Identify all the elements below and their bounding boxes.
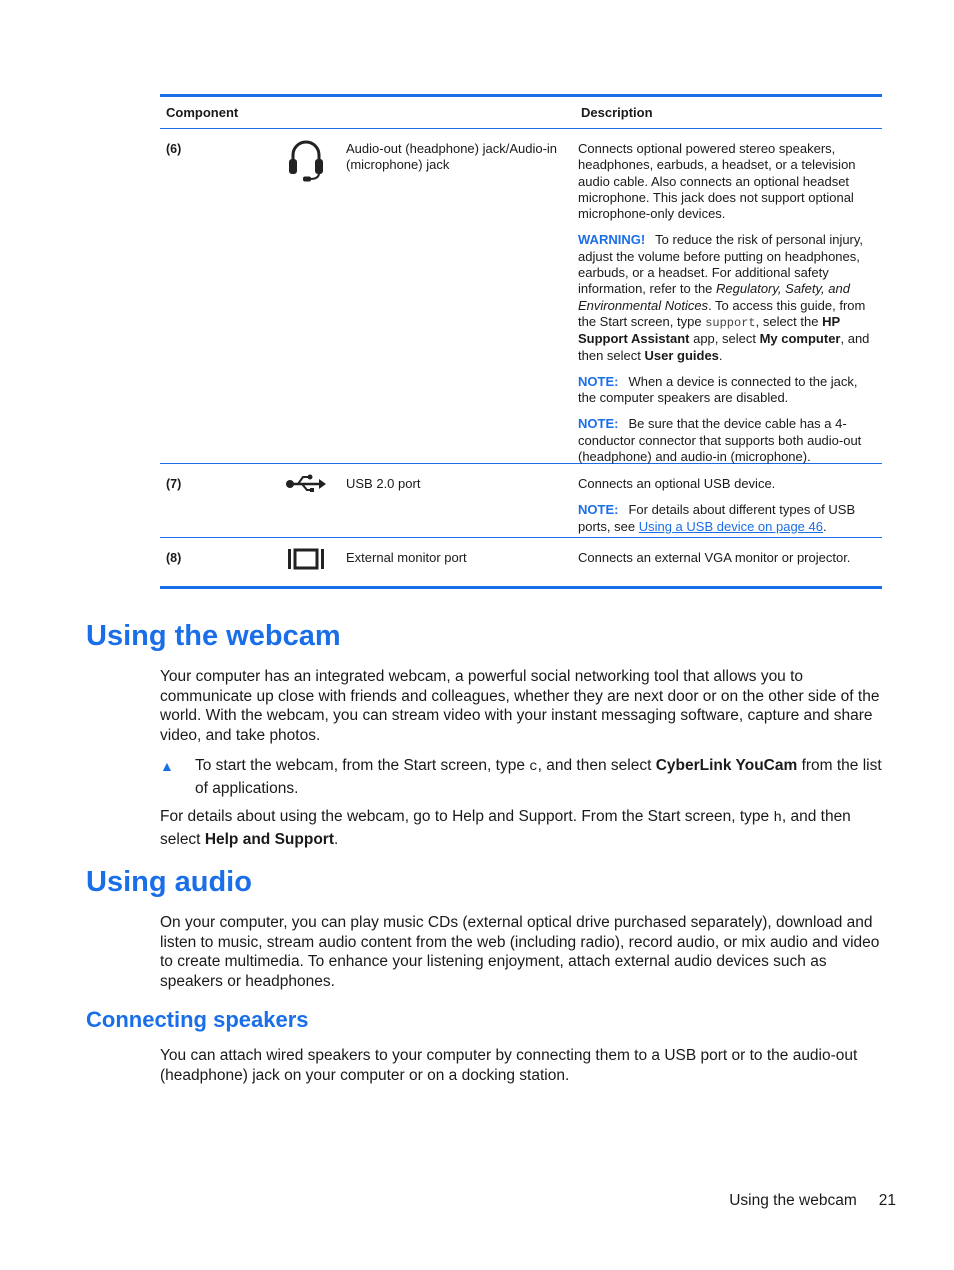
usb-icon [260,464,340,537]
description-text: Connects optional powered stereo speakers, headphones, earbuds, a headset, or a television audio cable. Also connects an optional headset microphone. This jack does not support optional microphone-only devices. [578,141,856,222]
component-description [569,464,882,537]
headphone-icon [260,129,340,463]
table-bottom-rule [160,586,882,589]
note-text: Be sure that the device cable has a 4-conductor connector that supports both audio-out (headphone) and audio-in (microphone). [578,416,862,465]
component-name: Audio-out (headphone) jack/Audio-in (microphone) jack [346,141,558,173]
command-code: c [529,759,538,775]
note-label: NOTE: [578,373,619,389]
component-name: USB 2.0 port [346,476,421,491]
warning-label: WARNING! [578,232,646,248]
component-description [569,129,882,463]
speakers-heading: Connecting speakers [86,1007,309,1032]
table-row [160,129,882,464]
header-description: Description [581,105,653,120]
note-text: For details about different types of USB ports, see [578,502,856,534]
component-description [569,538,882,586]
warning-text: , and then select [578,331,870,363]
speakers-text: You can attach wired speakers to your computer by connecting them to a USB port or to the audio-out (headphone) jack on your computer or on a docking station. [160,1047,858,1084]
note-label: NOTE: [578,416,619,432]
component-name: External monitor port [346,550,467,565]
row-number: (6) [166,142,182,156]
row-number: (7) [166,477,182,491]
guide-title: Regulatory, Safety, and Environmental Notices [578,281,850,313]
usb-device-link[interactable]: Using a USB device on page 46 [638,518,823,534]
webcam-heading: Using the webcam [86,620,341,652]
component-table [160,94,882,589]
app-name: Help and Support [204,831,334,848]
help-text-part: . [333,831,339,848]
description-text: Connects an optional USB device. [578,476,776,491]
note-block [578,416,870,465]
app-name: HP Support Assistant [578,313,840,347]
note-label: NOTE: [578,502,619,518]
page-footer [729,1192,896,1210]
row-number: (8) [166,551,182,565]
command-code: h [773,810,782,826]
step-text-part: To start the webcam, from the Start screen, type [195,757,530,774]
monitor-port-icon [260,538,340,586]
audio-intro: On your computer, you can play music CDs (external optical drive purchased separately), download and listen to music, stream audio content from the web (including radio), record audio, or mix audio and video to create multimedia. To enhance your listening enjoyment, attach external audio devices such as speakers or headphones. [160,914,880,990]
warning-text: , select the [755,313,823,329]
warning-text: app, select [689,331,760,347]
app-name: CyberLink YouCam [655,757,798,774]
description-text: Connects an external VGA monitor or projector. [578,550,851,565]
header-component: Component [166,105,239,120]
audio-heading: Using audio [86,866,252,898]
warning-text: To reduce the risk of personal injury, adjust the volume before putting on headphones, earbuds, or a headset. For additional safety information, refer to the [578,232,864,297]
table-row [160,464,882,538]
step-text [195,755,884,799]
warning-text: . [718,347,723,363]
triangle-icon: ▲ [160,758,174,774]
webcam-intro: Your computer has an integrated webcam, a powerful social networking tool that allows you to communicate up close with friends and colleagues, whether they are next door or on the other side of the world. With the webcam, you can stream video with your instant messaging software, capture and share video, and take photos. [160,668,880,744]
table-header [160,97,882,129]
footer-section: Using the webcam [729,1192,857,1209]
menu-name: User guides [644,347,719,363]
command-code: support [705,315,756,330]
help-text-part: , and then select [160,808,851,848]
webcam-step [160,755,884,799]
note-text: . [823,518,827,534]
page-number: 21 [878,1192,896,1209]
webcam-help-text [160,806,884,850]
step-text-part: from the list of applications. [195,757,882,797]
warning-block [578,232,870,363]
step-text-part: , and then select [537,757,656,774]
note-block [578,374,870,407]
warning-text: . To access this guide, from the Start screen, type [578,297,866,329]
menu-name: My computer [759,331,841,347]
note-block [578,502,870,535]
help-text-part: For details about using the webcam, go to Help and Support. From the Start screen, type [160,808,774,825]
note-text: When a device is connected to the jack, the computer speakers are disabled. [578,373,858,406]
table-row [160,538,882,586]
